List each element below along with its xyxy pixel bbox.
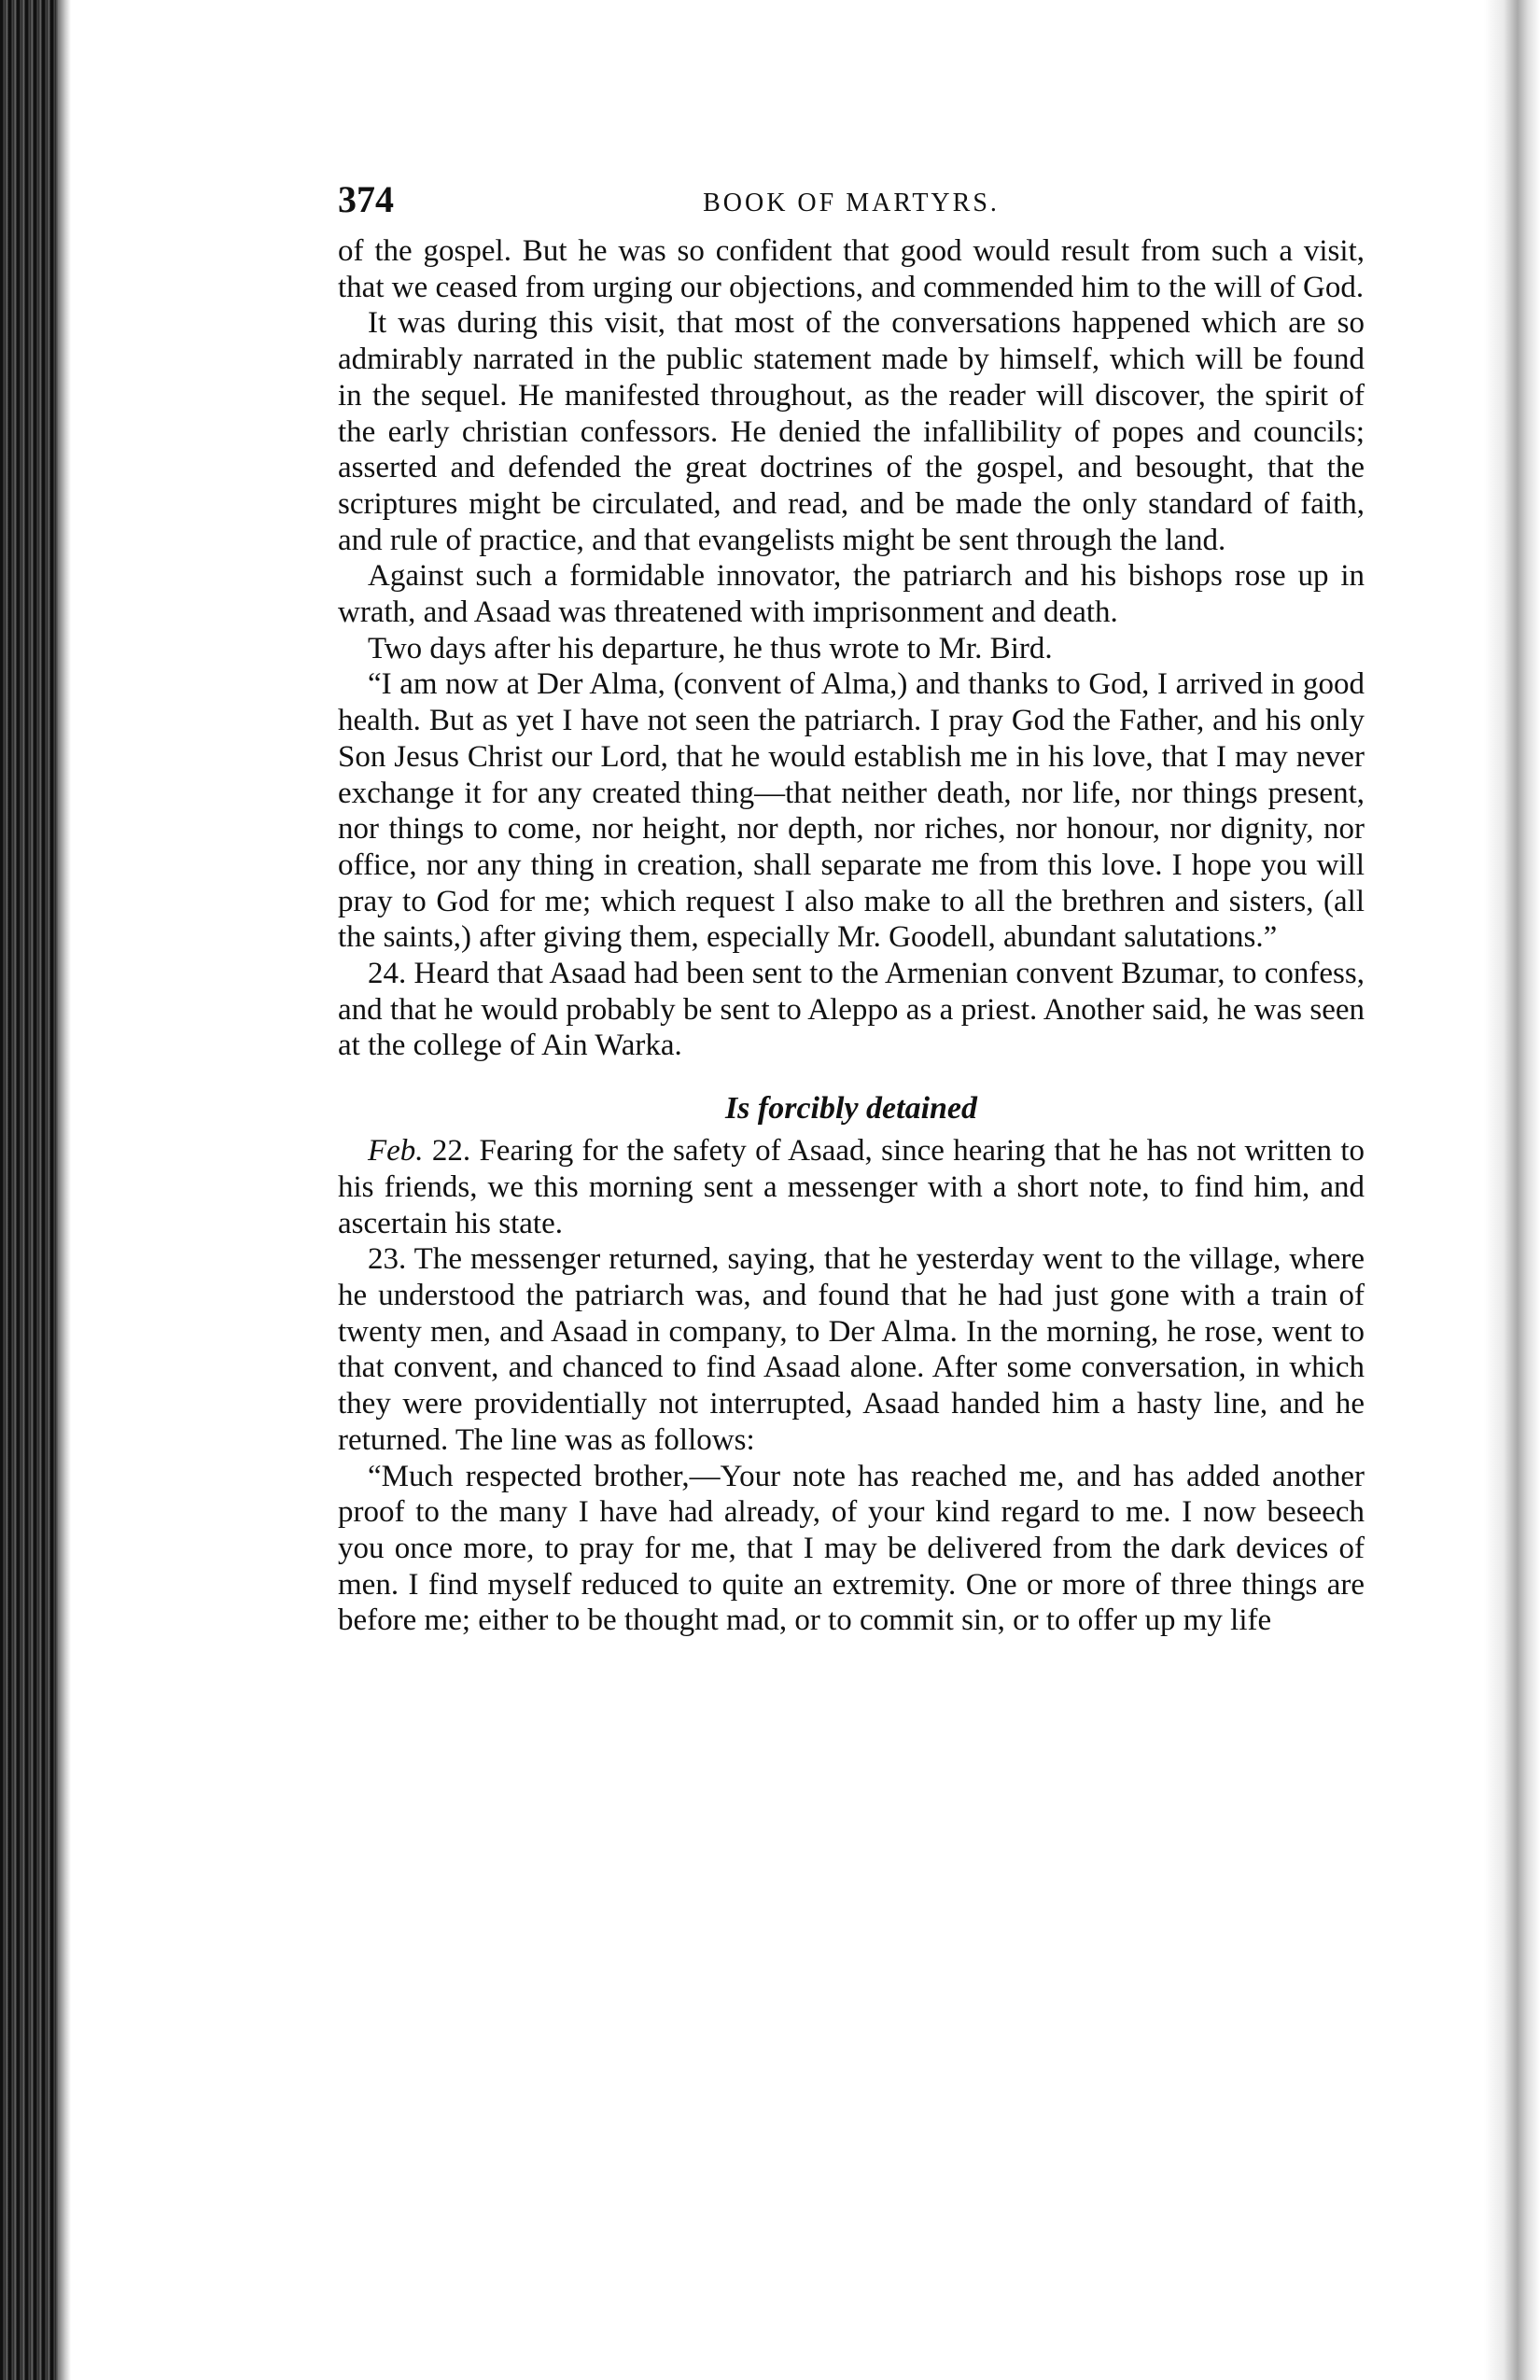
section-paragraph-3-letter: “Much respected brother,—Your note has reached me, and has added another proof to the many I have had already, of your kind regard to me. I now beseech you once more, to pray for me, that I may be delivered from the dark devices of men. I find myself reduced to quite an extremity. One or more of three things are before me; either to be thought mad, or to commit sin, or to offer up my life: [338, 1459, 1365, 1638]
paragraph-5-letter: “I am now at Der Alma, (convent of Alma,) and thanks to God, I arrived in good health. But as yet I have not seen the patriarch. I pray God the Father, and his only Son Jesus Christ our Lord, that he would establish me in his love, that I may never exchange it for any created thing—that neither death, nor life, nor things present, nor things to come, nor height, nor depth, nor riches, nor honour, nor dignity, nor office, nor any thing in creation, shall separate me from this love. I hope you will pray to God for me; which request I also make to all the brethren and sisters, (all the saints,) after giving them, especially Mr. Goodell, abundant salutations.”: [338, 667, 1365, 955]
section-paragraph-2: 23. The messenger returned, saying, that he yesterday went to the village, where he understood the patriarch was, and found that he had just gone with a train of twenty men, and Asaad in company, to Der Alma. In the morning, he rose, went to that convent, and chanced to find Asaad alone. After some conversation, in which they were providentially not interrupted, Asaad handed him a hasty line, and he returned. The line was as follows:: [338, 1242, 1365, 1457]
book-page: [338, 177, 1365, 1639]
section-heading: Is forcibly detained: [724, 1091, 978, 1127]
book-binding-shadow: [0, 0, 58, 2380]
page-number: 374: [338, 178, 394, 220]
page-edge-shadow: [1484, 0, 1540, 2380]
paragraph-1: of the gospel. But he was so confident that good would result from such a visit, that we ceased from urging our objections, and commended him to the will of God.: [338, 234, 1365, 304]
binding-fade: [58, 0, 71, 2380]
body-text: [338, 233, 1365, 1639]
paragraph-6: 24. Heard that Asaad had been sent to the Armenian convent Bzumar, to confess, and that he would probably be sent to Aleppo as a priest. Another said, he was seen at the college of Ain Warka.: [338, 957, 1365, 1063]
paragraph-4: Two days after his departure, he thus wrote to Mr. Bird.: [368, 631, 1053, 665]
running-head: BOOK OF MARTYRS.: [703, 189, 1000, 217]
date-label: Feb.: [368, 1134, 424, 1169]
page-header: [338, 177, 1365, 226]
section-paragraph-1: [338, 1133, 1365, 1241]
paragraph-3: Against such a formidable innovator, the patriarch and his bishops rose up in wrath, and Asaad was threatened with imprisonment and death.: [338, 559, 1365, 630]
section-paragraph-1-text: 22. Fearing for the safety of Asaad, since hearing that he has not written to his friends, we this morning sent a messenger with a short note, to find him, and ascertain his state.: [338, 1134, 1365, 1240]
paragraph-2: It was during this visit, that most of the conversations happened which are so admirably narrated in the public statement made by himself, which will be found in the sequel. He manifested throughout, as the reader will discover, the spirit of the early christian confessors. He denied the infallibility of popes and councils; asserted and defended the great doctrines of the gospel, and besought, that the scriptures might be circulated, and read, and be made the only standard of faith, and rule of practice, and that evangelists might be sent through the land.: [338, 306, 1365, 557]
